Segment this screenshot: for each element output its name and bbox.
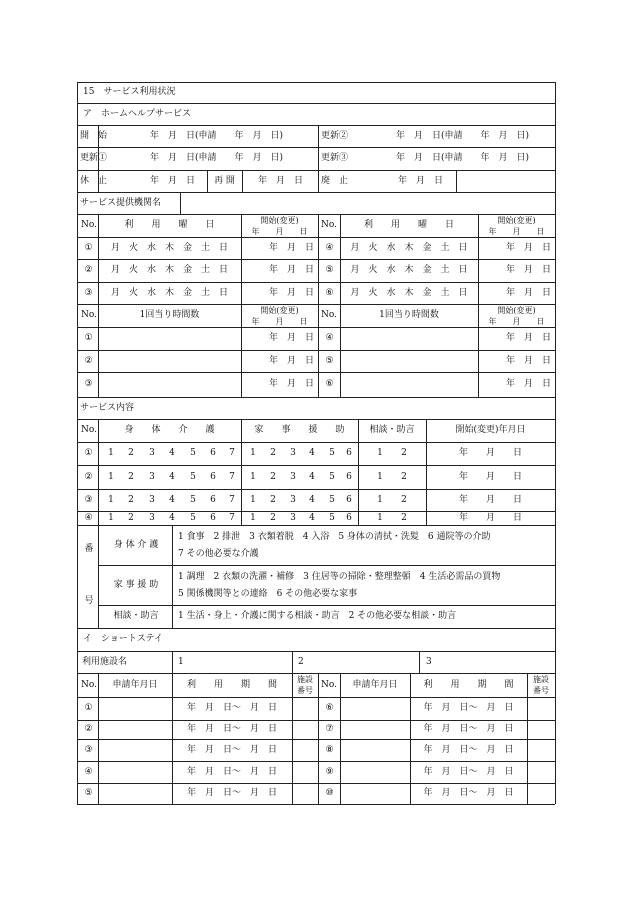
housework-option: 1 xyxy=(250,472,256,482)
body-care-option: 4 xyxy=(169,495,175,505)
start-date: 年 月 日(申請 年 月 日) xyxy=(150,131,284,141)
sched-row-weekdays-right: 月 火 水 木 金 土 日 xyxy=(350,265,468,275)
body-care-option: 7 xyxy=(229,495,235,505)
housework-option: 2 xyxy=(270,495,276,505)
hours-start-right-line2: 年 月 日 xyxy=(488,317,545,326)
housework-option: 6 xyxy=(346,513,352,523)
codes-consult: 相談・助言 xyxy=(113,611,159,621)
rule-line xyxy=(77,673,555,674)
hours-row-num-left: ③ xyxy=(84,379,93,389)
rule-line xyxy=(77,419,555,420)
facility-num-3: 3 xyxy=(426,657,432,667)
codes-ban: 番 xyxy=(84,544,94,554)
stay-row-period-left: 年 月 日～ 月 日 xyxy=(186,703,277,713)
consult-option: 1 xyxy=(377,513,383,523)
housework-option: 5 xyxy=(329,448,335,458)
hours-start-left-line2: 年 月 日 xyxy=(251,317,308,326)
sched-start-right-line1: 開始(変更) xyxy=(497,216,536,225)
codes-body-care-line2: 7 その他必要な介護 xyxy=(178,549,259,559)
body-care-option: 1 xyxy=(108,513,114,523)
stay-row-num-right: ⑦ xyxy=(325,724,334,734)
stay-row-period-left: 年 月 日～ 月 日 xyxy=(186,767,277,777)
hours-row-num-right: ⑤ xyxy=(325,356,334,366)
stay-period-left: 利 用 期 間 xyxy=(186,680,277,690)
rule-line xyxy=(77,761,555,762)
body-care-option: 2 xyxy=(128,472,134,482)
body-care-option: 6 xyxy=(210,472,216,482)
sched-row-date-right: 年 月 日 xyxy=(505,288,551,298)
rule-line xyxy=(77,628,555,629)
housework-option: 4 xyxy=(309,513,315,523)
consult-option: 1 xyxy=(377,495,383,505)
rule-line xyxy=(77,259,555,260)
body-care-option: 7 xyxy=(229,472,235,482)
stay-facility-no-right-line2: 番号 xyxy=(533,686,549,695)
pause-label: 休 止 xyxy=(80,176,108,186)
body-care-option: 3 xyxy=(149,495,155,505)
rule-line xyxy=(77,327,555,328)
rule-line xyxy=(77,350,555,351)
body-care-option: 6 xyxy=(210,448,216,458)
body-care-option: 3 xyxy=(149,513,155,523)
content-row-num: ④ xyxy=(84,513,93,523)
content-row-date: 年 月 日 xyxy=(458,513,522,523)
rule-line xyxy=(77,442,555,443)
stay-row-period-right: 年 月 日～ 月 日 xyxy=(423,703,514,713)
renew3-label: 更新③ xyxy=(321,153,349,163)
abolish-date: 年 月 日 xyxy=(398,176,444,186)
sched-row-num-right: ⑥ xyxy=(325,288,334,298)
rule-line xyxy=(77,170,555,171)
housework-option: 1 xyxy=(250,448,256,458)
stay-row-num-right: ⑥ xyxy=(325,703,334,713)
rule-line xyxy=(340,214,341,397)
body-care-option: 1 xyxy=(108,472,114,482)
body-care-option: 2 xyxy=(128,495,134,505)
renew3-date: 年 月 日(申請 年 月 日) xyxy=(396,153,530,163)
sched-row-num-left: ② xyxy=(84,265,93,275)
rule-line xyxy=(77,783,555,784)
consult-option: 2 xyxy=(401,472,407,482)
body-care-option: 4 xyxy=(169,472,175,482)
content-body-care: 身 体 介 護 xyxy=(124,425,215,435)
content-consult: 相談・助言 xyxy=(369,425,415,435)
renew2-date: 年 月 日(申請 年 月 日) xyxy=(396,131,530,141)
resume-label: 再 開 xyxy=(214,176,235,186)
sched-weekdays-right: 利 用 曜 日 xyxy=(363,220,454,230)
facility-num-1: 1 xyxy=(178,657,184,667)
sched-row-num-right: ④ xyxy=(325,243,334,253)
hours-row-date-left: 年 月 日 xyxy=(268,379,314,389)
rule-line xyxy=(77,304,555,305)
rule-line xyxy=(419,651,420,673)
body-care-option: 1 xyxy=(108,448,114,458)
sched-start-left-line2: 年 月 日 xyxy=(251,227,308,236)
stay-row-num-left: ⑤ xyxy=(84,788,93,798)
housework-option: 2 xyxy=(270,472,276,482)
body-care-option: 3 xyxy=(149,448,155,458)
codes-housework-line2: 5 関係機関等との連絡 6 その他必要な家事 xyxy=(178,589,358,599)
rule-line xyxy=(77,720,555,721)
service-usage-form xyxy=(77,82,555,804)
stay-row-num-right: ⑨ xyxy=(325,767,334,777)
stay-row-num-right: ⑩ xyxy=(325,788,334,798)
stay-facility-no-left-line2: 番号 xyxy=(297,686,313,695)
rule-line xyxy=(77,282,555,283)
rule-line xyxy=(77,103,555,104)
rule-line xyxy=(77,489,555,490)
hours-row-num-left: ② xyxy=(84,356,93,366)
housework-option: 3 xyxy=(290,495,296,505)
housework-option: 3 xyxy=(290,448,296,458)
stay-row-period-right: 年 月 日～ 月 日 xyxy=(423,724,514,734)
renew1-date: 年 月 日(申請 年 月 日) xyxy=(150,153,284,163)
housework-option: 2 xyxy=(270,513,276,523)
stay-row-period-left: 年 月 日～ 月 日 xyxy=(186,724,277,734)
hours-label-left: 1回当り時間数 xyxy=(139,310,200,320)
renew2-label: 更新② xyxy=(321,131,349,141)
body-care-option: 4 xyxy=(169,513,175,523)
consult-option: 2 xyxy=(401,495,407,505)
content-row-num: ③ xyxy=(84,495,93,505)
rule-line xyxy=(77,147,555,148)
sched-weekdays-left: 利 用 曜 日 xyxy=(124,220,215,230)
sched-row-date-right: 年 月 日 xyxy=(505,243,551,253)
stay-row-period-left: 年 月 日～ 月 日 xyxy=(186,745,277,755)
rule-line xyxy=(98,605,555,606)
content-housework: 家 事 援 助 xyxy=(254,425,345,435)
rule-line xyxy=(77,192,555,193)
body-care-option: 7 xyxy=(229,448,235,458)
rule-line xyxy=(242,170,243,192)
housework-option: 5 xyxy=(329,472,335,482)
body-care-option: 6 xyxy=(210,513,216,523)
housework-option: 4 xyxy=(309,472,315,482)
rule-line xyxy=(77,697,555,698)
rule-line xyxy=(77,82,555,83)
rule-line xyxy=(180,192,181,214)
rule-line xyxy=(77,804,555,805)
rule-line xyxy=(77,214,555,215)
codes-go: 号 xyxy=(84,596,94,606)
rule-line xyxy=(77,651,555,652)
content-row-num: ① xyxy=(84,448,93,458)
stay-period-right: 利 用 期 間 xyxy=(423,680,514,690)
hours-label-right: 1回当り時間数 xyxy=(379,310,439,320)
sched-start-right-line2: 年 月 日 xyxy=(488,227,545,236)
body-care-option: 5 xyxy=(190,513,196,523)
body-care-option: 6 xyxy=(210,495,216,505)
rule-line xyxy=(77,739,555,740)
rule-line xyxy=(77,397,555,398)
abolish-label: 廃 止 xyxy=(321,176,349,186)
stay-request-left: 申請年月日 xyxy=(112,680,158,690)
body-care-option: 4 xyxy=(169,448,175,458)
rule-line xyxy=(456,170,457,192)
housework-option: 4 xyxy=(309,495,315,505)
stay-facility-no-right-line1: 施設 xyxy=(533,675,549,684)
sched-row-date-left: 年 月 日 xyxy=(268,243,314,253)
sched-row-date-left: 年 月 日 xyxy=(268,288,314,298)
rule-line xyxy=(77,372,555,373)
rule-line xyxy=(98,214,99,397)
body-care-option: 7 xyxy=(229,513,235,523)
pause-date: 年 月 日 xyxy=(150,176,196,186)
stay-no-right: No. xyxy=(321,680,337,690)
rule-line xyxy=(77,465,555,466)
rule-line xyxy=(318,125,319,192)
hours-row-num-right: ⑥ xyxy=(325,379,334,389)
hours-row-date-right: 年 月 日 xyxy=(505,333,551,343)
stay-row-period-left: 年 月 日～ 月 日 xyxy=(186,788,277,798)
content-row-num: ② xyxy=(84,472,93,482)
hours-row-num-left: ① xyxy=(84,333,93,343)
hours-row-date-left: 年 月 日 xyxy=(268,356,314,366)
stay-row-num-left: ③ xyxy=(84,745,93,755)
sched-row-weekdays-left: 月 火 水 木 金 土 日 xyxy=(110,288,228,298)
content-row-date: 年 月 日 xyxy=(458,448,522,458)
rule-line xyxy=(318,214,319,397)
sched-row-num-left: ① xyxy=(84,243,93,253)
sched-row-weekdays-right: 月 火 水 木 金 土 日 xyxy=(350,288,468,298)
housework-option: 1 xyxy=(250,513,256,523)
housework-option: 1 xyxy=(250,495,256,505)
hours-start-right-line1: 開始(変更) xyxy=(497,306,536,315)
sched-row-date-right: 年 月 日 xyxy=(505,265,551,275)
codes-body-care: 身 体 介 護 xyxy=(113,540,159,550)
hours-row-num-right: ④ xyxy=(325,333,334,343)
facility-num-2: 2 xyxy=(298,657,304,667)
short-stay-title: イ ショートステイ xyxy=(83,634,163,644)
housework-option: 5 xyxy=(329,495,335,505)
codes-housework-line1: 1 調理 2 衣類の洗濯・補修 3 住居等の掃除・整理整頓 4 生活必需品の買物 xyxy=(178,572,501,582)
renew1-label: 更新① xyxy=(80,153,108,163)
sched-no-right: No. xyxy=(321,220,337,230)
stay-no-left: No. xyxy=(81,680,97,690)
stay-row-num-left: ④ xyxy=(84,767,93,777)
rule-line xyxy=(292,651,293,673)
stay-row-period-right: 年 月 日～ 月 日 xyxy=(423,745,514,755)
body-care-option: 2 xyxy=(128,513,134,523)
codes-body-care-line1: 1 食事 2 排泄 3 衣類着脱 4 入浴 5 身体の清拭・洗髪 6 通院等の介助 xyxy=(178,532,491,542)
stay-row-num-left: ② xyxy=(84,724,93,734)
body-care-option: 2 xyxy=(128,448,134,458)
sched-no-left: No. xyxy=(81,220,97,230)
housework-option: 3 xyxy=(290,513,296,523)
consult-option: 2 xyxy=(401,513,407,523)
sched-start-left-line1: 開始(変更) xyxy=(260,216,299,225)
rule-line xyxy=(77,525,555,526)
hours-no-right: No. xyxy=(321,310,337,320)
body-care-option: 5 xyxy=(190,448,196,458)
stay-row-num-right: ⑧ xyxy=(325,745,334,755)
sched-row-weekdays-left: 月 火 水 木 金 土 日 xyxy=(110,243,228,253)
rule-line xyxy=(77,511,555,512)
start-label: 開 始 xyxy=(80,131,108,141)
content-row-date: 年 月 日 xyxy=(458,472,522,482)
section-title: 15 サービス利用状況 xyxy=(83,87,176,97)
body-care-option: 5 xyxy=(190,472,196,482)
consult-option: 1 xyxy=(377,472,383,482)
housework-option: 3 xyxy=(290,472,296,482)
rule-line xyxy=(77,82,78,804)
content-no: No. xyxy=(81,425,97,435)
rule-line xyxy=(172,525,173,628)
stay-row-period-right: 年 月 日～ 月 日 xyxy=(423,767,514,777)
home-help-title: ア ホームヘルプサービス xyxy=(83,109,192,119)
sched-row-weekdays-right: 月 火 水 木 金 土 日 xyxy=(350,243,468,253)
stay-row-num-left: ① xyxy=(84,703,93,713)
rule-line xyxy=(555,82,556,804)
stay-facility-no-left-line1: 施設 xyxy=(297,675,313,684)
facility-label: 利用施設名 xyxy=(82,657,128,667)
hours-row-date-right: 年 月 日 xyxy=(505,379,551,389)
sched-row-weekdays-left: 月 火 水 木 金 土 日 xyxy=(110,265,228,275)
housework-option: 6 xyxy=(346,472,352,482)
housework-option: 5 xyxy=(329,513,335,523)
codes-housework: 家 事 援 助 xyxy=(113,580,159,590)
housework-option: 2 xyxy=(270,448,276,458)
housework-option: 6 xyxy=(346,448,352,458)
hours-row-date-right: 年 月 日 xyxy=(505,356,551,366)
stay-row-period-right: 年 月 日～ 月 日 xyxy=(423,788,514,798)
content-row-date: 年 月 日 xyxy=(458,495,522,505)
body-care-option: 1 xyxy=(108,495,114,505)
rule-line xyxy=(98,525,99,628)
rule-line xyxy=(172,651,173,673)
body-care-option: 5 xyxy=(190,495,196,505)
hours-row-date-left: 年 月 日 xyxy=(268,333,314,343)
body-care-option: 3 xyxy=(149,472,155,482)
rule-line xyxy=(77,125,555,126)
resume-date: 年 月 日 xyxy=(258,176,304,186)
sched-row-num-left: ③ xyxy=(84,288,93,298)
housework-option: 4 xyxy=(309,448,315,458)
hours-start-left-line1: 開始(変更) xyxy=(260,306,299,315)
consult-option: 2 xyxy=(401,448,407,458)
rule-line xyxy=(98,565,555,566)
housework-option: 6 xyxy=(346,495,352,505)
content-start-ym: 開始(変更)年月日 xyxy=(455,425,526,435)
hours-no-left: No. xyxy=(81,310,97,320)
rule-line xyxy=(77,237,555,238)
content-title: サービス内容 xyxy=(80,403,135,413)
consult-option: 1 xyxy=(377,448,383,458)
provider-label: サービス提供機関名 xyxy=(80,198,162,208)
sched-row-num-right: ⑤ xyxy=(325,265,334,275)
codes-consult-line: 1 生活・身上・介護に関する相談・助言 2 その他必要な相談・助言 xyxy=(178,611,457,621)
sched-row-date-left: 年 月 日 xyxy=(268,265,314,275)
stay-request-right: 申請年月日 xyxy=(352,680,398,690)
